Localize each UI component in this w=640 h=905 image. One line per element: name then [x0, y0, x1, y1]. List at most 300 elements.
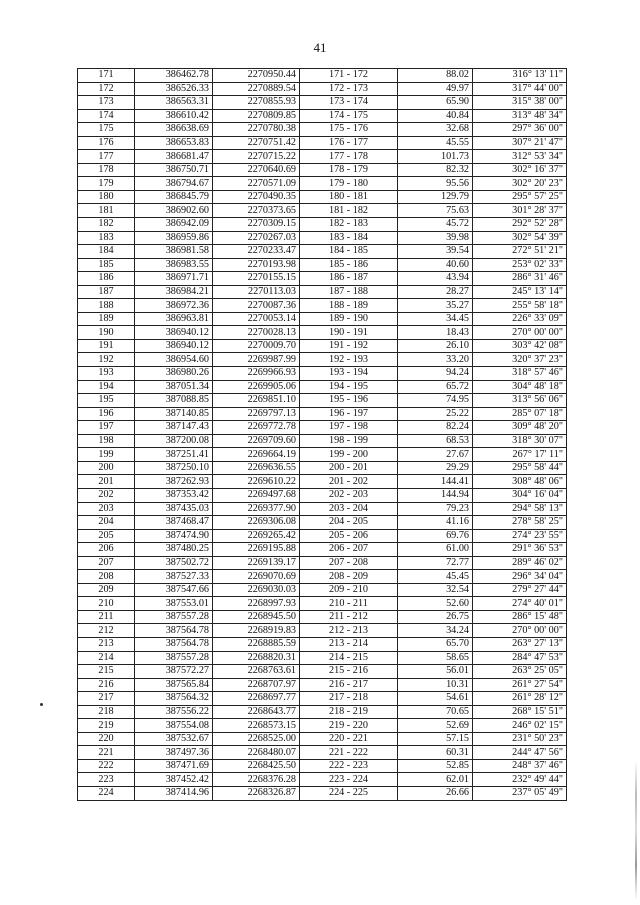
length-cell: 35.27 — [398, 299, 473, 313]
y-coordinate-cell: 2269377.90 — [213, 502, 300, 516]
bearing-cell: 318° 57' 46" — [473, 367, 567, 381]
point-number-cell: 219 — [78, 719, 135, 733]
y-coordinate-cell: 2269664.19 — [213, 448, 300, 462]
point-number-cell: 180 — [78, 190, 135, 204]
segment-cell: 186 - 187 — [300, 272, 398, 286]
segment-cell: 195 - 196 — [300, 394, 398, 408]
bearing-cell: 245° 13' 14" — [473, 285, 567, 299]
point-number-cell: 193 — [78, 367, 135, 381]
bearing-cell: 285° 07' 18" — [473, 407, 567, 421]
length-cell: 95.56 — [398, 177, 473, 191]
bearing-cell: 272° 51' 21" — [473, 245, 567, 259]
y-coordinate-cell: 2269797.13 — [213, 407, 300, 421]
length-cell: 41.16 — [398, 516, 473, 530]
segment-cell: 197 - 198 — [300, 421, 398, 435]
y-coordinate-cell: 2270780.38 — [213, 123, 300, 137]
x-coordinate-cell: 386610.42 — [135, 109, 213, 123]
y-coordinate-cell: 2269070.69 — [213, 570, 300, 584]
bearing-cell: 295° 58' 44" — [473, 461, 567, 475]
x-coordinate-cell: 386940.12 — [135, 339, 213, 353]
segment-cell: 209 - 210 — [300, 583, 398, 597]
bearing-cell: 237° 05' 49" — [473, 786, 567, 800]
bearing-cell: 318° 30' 07" — [473, 434, 567, 448]
table-row — [78, 434, 567, 448]
length-cell: 26.66 — [398, 786, 473, 800]
y-coordinate-cell: 2269709.60 — [213, 434, 300, 448]
length-cell: 43.94 — [398, 272, 473, 286]
bearing-cell: 302° 16' 37" — [473, 163, 567, 177]
table-row — [78, 69, 567, 83]
bearing-cell: 301° 28' 37" — [473, 204, 567, 218]
length-cell: 27.67 — [398, 448, 473, 462]
table-row — [78, 204, 567, 218]
y-coordinate-cell: 2268643.77 — [213, 705, 300, 719]
y-coordinate-cell: 2269030.03 — [213, 583, 300, 597]
bearing-cell: 286° 31' 46" — [473, 272, 567, 286]
y-coordinate-cell: 2270028.13 — [213, 326, 300, 340]
bearing-cell: 297° 36' 00" — [473, 123, 567, 137]
y-coordinate-cell: 2268707.97 — [213, 678, 300, 692]
x-coordinate-cell: 387557.28 — [135, 610, 213, 624]
table-row — [78, 461, 567, 475]
bearing-cell: 263° 27' 13" — [473, 637, 567, 651]
segment-cell: 202 - 203 — [300, 488, 398, 502]
length-cell: 75.63 — [398, 204, 473, 218]
bearing-cell: 274° 23' 55" — [473, 529, 567, 543]
length-cell: 82.32 — [398, 163, 473, 177]
y-coordinate-cell: 2268525.00 — [213, 732, 300, 746]
table-row — [78, 299, 567, 313]
segment-cell: 191 - 192 — [300, 339, 398, 353]
segment-cell: 184 - 185 — [300, 245, 398, 259]
table-row — [78, 543, 567, 557]
length-cell: 26.75 — [398, 610, 473, 624]
table-row — [78, 529, 567, 543]
y-coordinate-cell: 2268376.28 — [213, 773, 300, 787]
length-cell: 144.94 — [398, 488, 473, 502]
length-cell: 18.43 — [398, 326, 473, 340]
bearing-cell: 231° 50' 23" — [473, 732, 567, 746]
point-number-cell: 213 — [78, 637, 135, 651]
table-row — [78, 380, 567, 394]
x-coordinate-cell: 387564.78 — [135, 637, 213, 651]
segment-cell: 211 - 212 — [300, 610, 398, 624]
table-row — [78, 502, 567, 516]
segment-cell: 185 - 186 — [300, 258, 398, 272]
point-number-cell: 200 — [78, 461, 135, 475]
x-coordinate-cell: 386980.26 — [135, 367, 213, 381]
point-number-cell: 172 — [78, 82, 135, 96]
y-coordinate-cell: 2268425.50 — [213, 759, 300, 773]
y-coordinate-cell: 2269610.22 — [213, 475, 300, 489]
segment-cell: 210 - 211 — [300, 597, 398, 611]
point-number-cell: 204 — [78, 516, 135, 530]
table-row — [78, 285, 567, 299]
point-number-cell: 221 — [78, 746, 135, 760]
bearing-cell: 246° 02' 15" — [473, 719, 567, 733]
point-number-cell: 184 — [78, 245, 135, 259]
point-number-cell: 224 — [78, 786, 135, 800]
x-coordinate-cell: 387147.43 — [135, 421, 213, 435]
table-row — [78, 732, 567, 746]
segment-cell: 188 - 189 — [300, 299, 398, 313]
bearing-cell: 274° 40' 01" — [473, 597, 567, 611]
y-coordinate-cell: 2268820.31 — [213, 651, 300, 665]
y-coordinate-cell: 2269851.10 — [213, 394, 300, 408]
bearing-cell: 302° 54' 39" — [473, 231, 567, 245]
bearing-cell: 289° 46' 02" — [473, 556, 567, 570]
segment-cell: 208 - 209 — [300, 570, 398, 584]
table-row — [78, 339, 567, 353]
table-row — [78, 312, 567, 326]
point-number-cell: 192 — [78, 353, 135, 367]
bearing-cell: 248° 37' 46" — [473, 759, 567, 773]
point-number-cell: 190 — [78, 326, 135, 340]
bearing-cell: 253° 02' 33" — [473, 258, 567, 272]
x-coordinate-cell: 387553.01 — [135, 597, 213, 611]
point-number-cell: 223 — [78, 773, 135, 787]
point-number-cell: 177 — [78, 150, 135, 164]
point-number-cell: 220 — [78, 732, 135, 746]
point-number-cell: 212 — [78, 624, 135, 638]
point-number-cell: 176 — [78, 136, 135, 150]
table-row — [78, 150, 567, 164]
length-cell: 70.65 — [398, 705, 473, 719]
table-row — [78, 258, 567, 272]
table-row — [78, 556, 567, 570]
y-coordinate-cell: 2270751.42 — [213, 136, 300, 150]
point-number-cell: 197 — [78, 421, 135, 435]
x-coordinate-cell: 386959.86 — [135, 231, 213, 245]
x-coordinate-cell: 386638.69 — [135, 123, 213, 137]
point-number-cell: 179 — [78, 177, 135, 191]
x-coordinate-cell: 386563.31 — [135, 96, 213, 110]
segment-cell: 190 - 191 — [300, 326, 398, 340]
x-coordinate-cell: 387251.41 — [135, 448, 213, 462]
point-number-cell: 171 — [78, 69, 135, 83]
x-coordinate-cell: 387532.67 — [135, 732, 213, 746]
y-coordinate-cell: 2269497.68 — [213, 488, 300, 502]
length-cell: 72.77 — [398, 556, 473, 570]
segment-cell: 171 - 172 — [300, 69, 398, 83]
table-row — [78, 475, 567, 489]
point-number-cell: 215 — [78, 665, 135, 679]
segment-cell: 203 - 204 — [300, 502, 398, 516]
segment-cell: 215 - 216 — [300, 665, 398, 679]
coordinates-table-body — [78, 69, 567, 801]
table-row — [78, 516, 567, 530]
bearing-cell: 320° 37' 23" — [473, 353, 567, 367]
length-cell: 52.69 — [398, 719, 473, 733]
length-cell: 40.60 — [398, 258, 473, 272]
y-coordinate-cell: 2270087.36 — [213, 299, 300, 313]
x-coordinate-cell: 387474.90 — [135, 529, 213, 543]
x-coordinate-cell: 386963.81 — [135, 312, 213, 326]
length-cell: 49.97 — [398, 82, 473, 96]
table-row — [78, 610, 567, 624]
table-row — [78, 123, 567, 137]
point-number-cell: 222 — [78, 759, 135, 773]
segment-cell: 196 - 197 — [300, 407, 398, 421]
segment-cell: 183 - 184 — [300, 231, 398, 245]
segment-cell: 192 - 193 — [300, 353, 398, 367]
table-row — [78, 786, 567, 800]
y-coordinate-cell: 2269195.88 — [213, 543, 300, 557]
length-cell: 28.27 — [398, 285, 473, 299]
x-coordinate-cell: 386972.36 — [135, 299, 213, 313]
length-cell: 58.65 — [398, 651, 473, 665]
y-coordinate-cell: 2268480.07 — [213, 746, 300, 760]
point-number-cell: 182 — [78, 218, 135, 232]
segment-cell: 222 - 223 — [300, 759, 398, 773]
segment-cell: 218 - 219 — [300, 705, 398, 719]
length-cell: 79.23 — [398, 502, 473, 516]
length-cell: 88.02 — [398, 69, 473, 83]
point-number-cell: 185 — [78, 258, 135, 272]
bearing-cell: 255° 58' 18" — [473, 299, 567, 313]
y-coordinate-cell: 2268919.83 — [213, 624, 300, 638]
x-coordinate-cell: 387414.96 — [135, 786, 213, 800]
length-cell: 65.70 — [398, 637, 473, 651]
y-coordinate-cell: 2270155.15 — [213, 272, 300, 286]
x-coordinate-cell: 387452.42 — [135, 773, 213, 787]
y-coordinate-cell: 2270233.47 — [213, 245, 300, 259]
y-coordinate-cell: 2270373.65 — [213, 204, 300, 218]
point-number-cell: 191 — [78, 339, 135, 353]
table-row — [78, 651, 567, 665]
x-coordinate-cell: 387353.42 — [135, 488, 213, 502]
length-cell: 61.00 — [398, 543, 473, 557]
y-coordinate-cell: 2270193.98 — [213, 258, 300, 272]
table-row — [78, 136, 567, 150]
y-coordinate-cell: 2268697.77 — [213, 692, 300, 706]
segment-cell: 221 - 222 — [300, 746, 398, 760]
bearing-cell: 313° 48' 34" — [473, 109, 567, 123]
segment-cell: 177 - 178 — [300, 150, 398, 164]
segment-cell: 224 - 225 — [300, 786, 398, 800]
bearing-cell: 316° 13' 11" — [473, 69, 567, 83]
segment-cell: 178 - 179 — [300, 163, 398, 177]
segment-cell: 198 - 199 — [300, 434, 398, 448]
x-coordinate-cell: 386750.71 — [135, 163, 213, 177]
segment-cell: 189 - 190 — [300, 312, 398, 326]
x-coordinate-cell: 387502.72 — [135, 556, 213, 570]
x-coordinate-cell: 387051.34 — [135, 380, 213, 394]
x-coordinate-cell: 387140.85 — [135, 407, 213, 421]
segment-cell: 217 - 218 — [300, 692, 398, 706]
y-coordinate-cell: 2268326.87 — [213, 786, 300, 800]
length-cell: 32.54 — [398, 583, 473, 597]
segment-cell: 175 - 176 — [300, 123, 398, 137]
segment-cell: 173 - 174 — [300, 96, 398, 110]
segment-cell: 172 - 173 — [300, 82, 398, 96]
x-coordinate-cell: 386981.58 — [135, 245, 213, 259]
table-row — [78, 678, 567, 692]
x-coordinate-cell: 387547.66 — [135, 583, 213, 597]
x-coordinate-cell: 387554.08 — [135, 719, 213, 733]
y-coordinate-cell: 2270009.70 — [213, 339, 300, 353]
bearing-cell: 304° 48' 18" — [473, 380, 567, 394]
bearing-cell: 309° 48' 20" — [473, 421, 567, 435]
segment-cell: 179 - 180 — [300, 177, 398, 191]
y-coordinate-cell: 2270113.03 — [213, 285, 300, 299]
table-row — [78, 746, 567, 760]
bearing-cell: 267° 17' 11" — [473, 448, 567, 462]
bearing-cell: 307° 21' 47" — [473, 136, 567, 150]
bearing-cell: 268° 15' 51" — [473, 705, 567, 719]
y-coordinate-cell: 2269966.93 — [213, 367, 300, 381]
table-row — [78, 488, 567, 502]
x-coordinate-cell: 386845.79 — [135, 190, 213, 204]
table-row — [78, 759, 567, 773]
length-cell: 33.20 — [398, 353, 473, 367]
point-number-cell: 210 — [78, 597, 135, 611]
table-row — [78, 272, 567, 286]
y-coordinate-cell: 2269139.17 — [213, 556, 300, 570]
table-row — [78, 705, 567, 719]
point-number-cell: 201 — [78, 475, 135, 489]
y-coordinate-cell: 2270715.22 — [213, 150, 300, 164]
point-number-cell: 218 — [78, 705, 135, 719]
y-coordinate-cell: 2270490.35 — [213, 190, 300, 204]
bearing-cell: 270° 00' 00" — [473, 624, 567, 638]
table-row — [78, 394, 567, 408]
segment-cell: 187 - 188 — [300, 285, 398, 299]
table-row — [78, 245, 567, 259]
x-coordinate-cell: 387262.93 — [135, 475, 213, 489]
point-number-cell: 214 — [78, 651, 135, 665]
length-cell: 45.55 — [398, 136, 473, 150]
length-cell: 65.72 — [398, 380, 473, 394]
coordinates-table — [77, 68, 567, 801]
bearing-cell: 286° 15' 48" — [473, 610, 567, 624]
y-coordinate-cell: 2269636.55 — [213, 461, 300, 475]
segment-cell: 193 - 194 — [300, 367, 398, 381]
segment-cell: 204 - 205 — [300, 516, 398, 530]
table-row — [78, 353, 567, 367]
x-coordinate-cell: 386653.83 — [135, 136, 213, 150]
point-number-cell: 186 — [78, 272, 135, 286]
length-cell: 45.72 — [398, 218, 473, 232]
length-cell: 144.41 — [398, 475, 473, 489]
segment-cell: 219 - 220 — [300, 719, 398, 733]
table-row — [78, 719, 567, 733]
bearing-cell: 302° 20' 23" — [473, 177, 567, 191]
x-coordinate-cell: 387564.78 — [135, 624, 213, 638]
x-coordinate-cell: 387435.03 — [135, 502, 213, 516]
bearing-cell: 292° 52' 28" — [473, 218, 567, 232]
bearing-cell: 296° 34' 04" — [473, 570, 567, 584]
y-coordinate-cell: 2270950.44 — [213, 69, 300, 83]
y-coordinate-cell: 2269772.78 — [213, 421, 300, 435]
bearing-cell: 284° 47' 53" — [473, 651, 567, 665]
point-number-cell: 198 — [78, 434, 135, 448]
bearing-cell: 304° 16' 04" — [473, 488, 567, 502]
x-coordinate-cell: 387250.10 — [135, 461, 213, 475]
y-coordinate-cell: 2270309.15 — [213, 218, 300, 232]
length-cell: 68.53 — [398, 434, 473, 448]
table-row — [78, 367, 567, 381]
length-cell: 26.10 — [398, 339, 473, 353]
point-number-cell: 195 — [78, 394, 135, 408]
point-number-cell: 216 — [78, 678, 135, 692]
x-coordinate-cell: 387497.36 — [135, 746, 213, 760]
bearing-cell: 294° 58' 13" — [473, 502, 567, 516]
segment-cell: 200 - 201 — [300, 461, 398, 475]
length-cell: 39.54 — [398, 245, 473, 259]
bearing-cell: 315° 38' 00" — [473, 96, 567, 110]
bearing-cell: 308° 48' 06" — [473, 475, 567, 489]
segment-cell: 181 - 182 — [300, 204, 398, 218]
point-number-cell: 196 — [78, 407, 135, 421]
bearing-cell: 261° 27' 54" — [473, 678, 567, 692]
segment-cell: 201 - 202 — [300, 475, 398, 489]
segment-cell: 182 - 183 — [300, 218, 398, 232]
bearing-cell: 232° 49' 44" — [473, 773, 567, 787]
x-coordinate-cell: 386954.60 — [135, 353, 213, 367]
bearing-cell: 317° 44' 00" — [473, 82, 567, 96]
y-coordinate-cell: 2269306.08 — [213, 516, 300, 530]
x-coordinate-cell: 386983.55 — [135, 258, 213, 272]
segment-cell: 180 - 181 — [300, 190, 398, 204]
point-number-cell: 206 — [78, 543, 135, 557]
point-number-cell: 189 — [78, 312, 135, 326]
table-row — [78, 637, 567, 651]
segment-cell: 223 - 224 — [300, 773, 398, 787]
segment-cell: 207 - 208 — [300, 556, 398, 570]
x-coordinate-cell: 387556.22 — [135, 705, 213, 719]
bearing-cell: 295° 57' 25" — [473, 190, 567, 204]
point-number-cell: 173 — [78, 96, 135, 110]
segment-cell: 199 - 200 — [300, 448, 398, 462]
table-row — [78, 163, 567, 177]
table-row — [78, 231, 567, 245]
y-coordinate-cell: 2270640.69 — [213, 163, 300, 177]
point-number-cell: 208 — [78, 570, 135, 584]
y-coordinate-cell: 2269987.99 — [213, 353, 300, 367]
point-number-cell: 207 — [78, 556, 135, 570]
bearing-cell: 244° 47' 56" — [473, 746, 567, 760]
table-row — [78, 665, 567, 679]
x-coordinate-cell: 386794.67 — [135, 177, 213, 191]
length-cell: 129.79 — [398, 190, 473, 204]
length-cell: 62.01 — [398, 773, 473, 787]
length-cell: 45.45 — [398, 570, 473, 584]
point-number-cell: 188 — [78, 299, 135, 313]
y-coordinate-cell: 2270267.03 — [213, 231, 300, 245]
length-cell: 54.61 — [398, 692, 473, 706]
y-coordinate-cell: 2268997.93 — [213, 597, 300, 611]
x-coordinate-cell: 387557.28 — [135, 651, 213, 665]
y-coordinate-cell: 2270889.54 — [213, 82, 300, 96]
y-coordinate-cell: 2270809.85 — [213, 109, 300, 123]
scan-speck — [40, 703, 43, 706]
length-cell: 25.22 — [398, 407, 473, 421]
y-coordinate-cell: 2268945.50 — [213, 610, 300, 624]
point-number-cell: 181 — [78, 204, 135, 218]
y-coordinate-cell: 2268885.59 — [213, 637, 300, 651]
x-coordinate-cell: 387480.25 — [135, 543, 213, 557]
table-row — [78, 177, 567, 191]
x-coordinate-cell: 386940.12 — [135, 326, 213, 340]
y-coordinate-cell: 2270571.09 — [213, 177, 300, 191]
length-cell: 57.15 — [398, 732, 473, 746]
point-number-cell: 175 — [78, 123, 135, 137]
length-cell: 34.24 — [398, 624, 473, 638]
point-number-cell: 205 — [78, 529, 135, 543]
segment-cell: 212 - 213 — [300, 624, 398, 638]
bearing-cell: 279° 27' 44" — [473, 583, 567, 597]
